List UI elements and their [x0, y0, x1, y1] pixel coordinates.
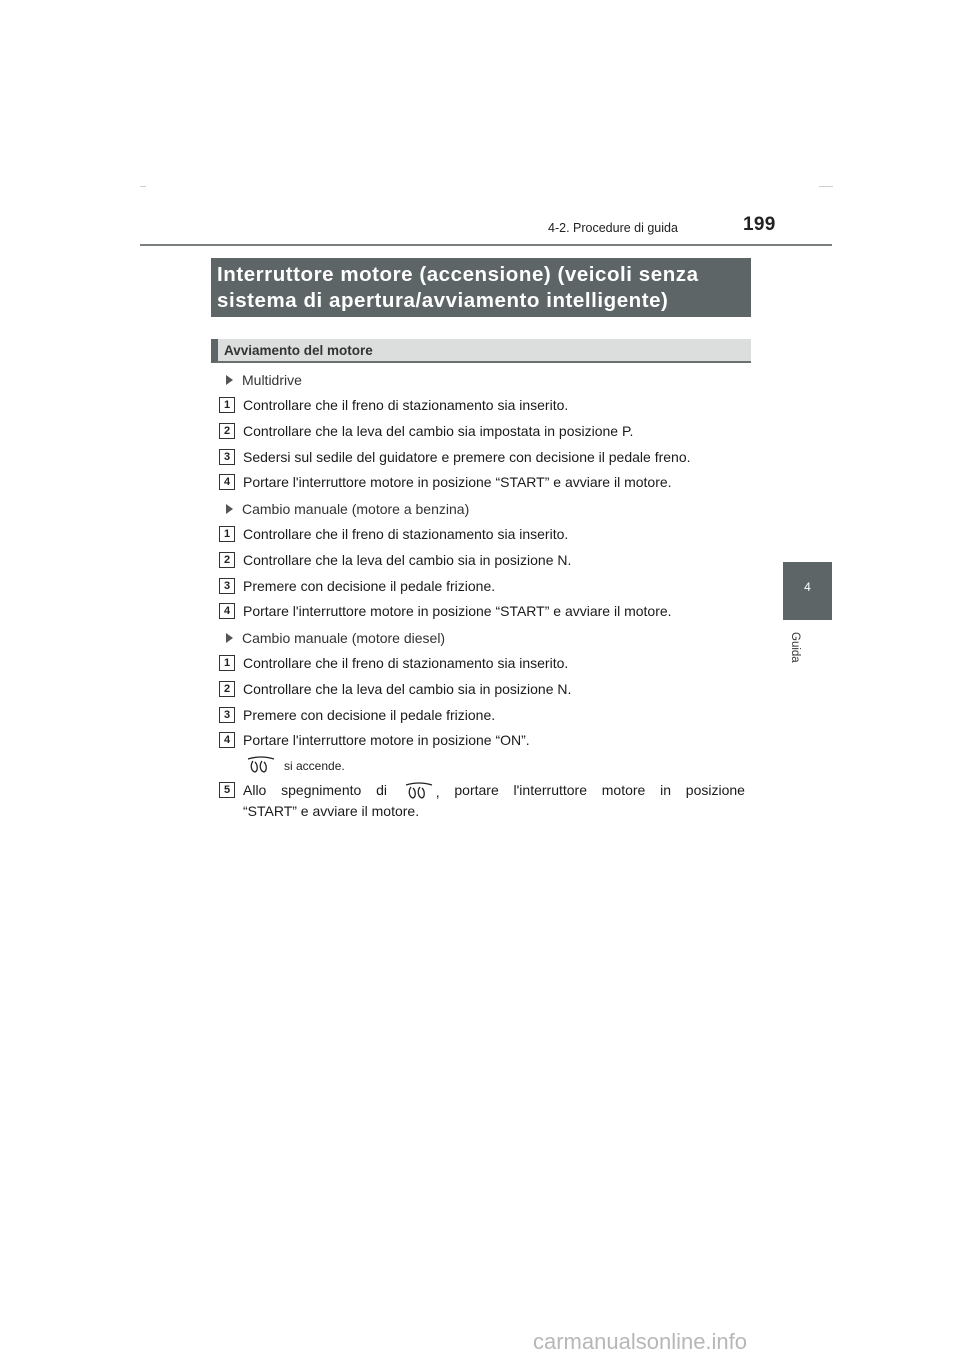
subheading	[211, 339, 751, 363]
word: portare	[454, 782, 499, 798]
glow-plug-indicator-icon	[246, 756, 276, 774]
header-section-title: 4-2. Procedure di guida	[548, 221, 678, 235]
step-number-badge: 1	[219, 397, 235, 413]
step-number-badge: 2	[219, 552, 235, 568]
step-number-badge: 3	[219, 449, 235, 465]
word: motore	[601, 782, 646, 798]
step-number-badge: 1	[219, 655, 235, 671]
page-header	[140, 214, 832, 244]
glow-plug-indicator-icon	[402, 782, 436, 800]
chapter-tab-number: 4	[804, 580, 811, 594]
glow-plug-note	[246, 756, 345, 774]
triangle-bullet-icon	[226, 375, 233, 385]
step-text: Controllare che il freno di stazionamento sia inserito.	[243, 397, 569, 413]
step-text: Premere con decisione il pedale frizione.	[243, 578, 496, 594]
section-title-line1: Interruttore motore (accensione) (veicoli senza	[217, 263, 699, 286]
step-text: Controllare che la leva del cambio sia impostata in posizione P.	[243, 423, 634, 439]
step-text: Portare l'interruttore motore in posizione “START” e avviare il motore.	[243, 474, 672, 490]
step-text: Controllare che la leva del cambio sia in posizione N.	[243, 681, 572, 697]
word: posizione	[685, 782, 745, 798]
step5-line1	[243, 782, 745, 800]
step-number-badge: 2	[219, 423, 235, 439]
bullet-text: Multidrive	[242, 372, 302, 388]
triangle-bullet-icon	[226, 504, 233, 514]
step-number-badge: 3	[219, 707, 235, 723]
group-bullet-multidrive	[226, 372, 302, 388]
word: Allo	[243, 782, 267, 798]
chapter-tab	[783, 562, 832, 620]
step5-line2: “START” e avviare il motore.	[243, 803, 420, 819]
page-number: 199	[743, 214, 776, 235]
word: in	[660, 782, 672, 798]
crop-mark-left	[140, 186, 146, 187]
step-number-badge: 4	[219, 474, 235, 490]
step-number-badge: 2	[219, 681, 235, 697]
word: l'interruttore	[513, 782, 587, 798]
bullet-text: Cambio manuale (motore a benzina)	[242, 501, 470, 517]
word: spegnimento	[281, 782, 362, 798]
step-number-badge: 5	[219, 782, 235, 798]
step-text: Controllare che il freno di stazionamento sia inserito.	[243, 655, 569, 671]
step-text: Controllare che il freno di stazionamento sia inserito.	[243, 526, 569, 542]
step-text: Portare l'interruttore motore in posizione “ON”.	[243, 732, 530, 748]
word: di	[376, 782, 387, 798]
header-rule	[140, 244, 832, 246]
group-bullet-manual-diesel	[226, 630, 445, 646]
step-text: Controllare che la leva del cambio sia in posizione N.	[243, 552, 572, 568]
bullet-text: Cambio manuale (motore diesel)	[242, 630, 446, 646]
section-title-box	[211, 258, 751, 317]
step-text: Sedersi sul sedile del guidatore e premere con decisione il pedale freno.	[243, 449, 691, 465]
word: ,	[435, 784, 440, 800]
group-bullet-manual-petrol	[226, 501, 469, 517]
step-number-badge: 4	[219, 732, 235, 748]
inline-icon-group	[402, 782, 440, 800]
triangle-bullet-icon	[226, 633, 233, 643]
watermark[interactable]: carmanualsonline.info	[533, 1329, 748, 1354]
step-text: Portare l'interruttore motore in posizione “START” e avviare il motore.	[243, 603, 672, 619]
crop-mark-right	[819, 186, 833, 187]
step-text: Premere con decisione il pedale frizione.	[243, 707, 496, 723]
chapter-tab-label: Guida	[789, 632, 801, 663]
step-number-badge: 3	[219, 578, 235, 594]
step-number-badge: 1	[219, 526, 235, 542]
section-title-line2: sistema di apertura/avviamento intelligente)	[217, 289, 669, 312]
note-text: si accende.	[284, 759, 345, 773]
subheading-text: Avviamento del motore	[224, 343, 373, 358]
step-number-badge: 4	[219, 603, 235, 619]
